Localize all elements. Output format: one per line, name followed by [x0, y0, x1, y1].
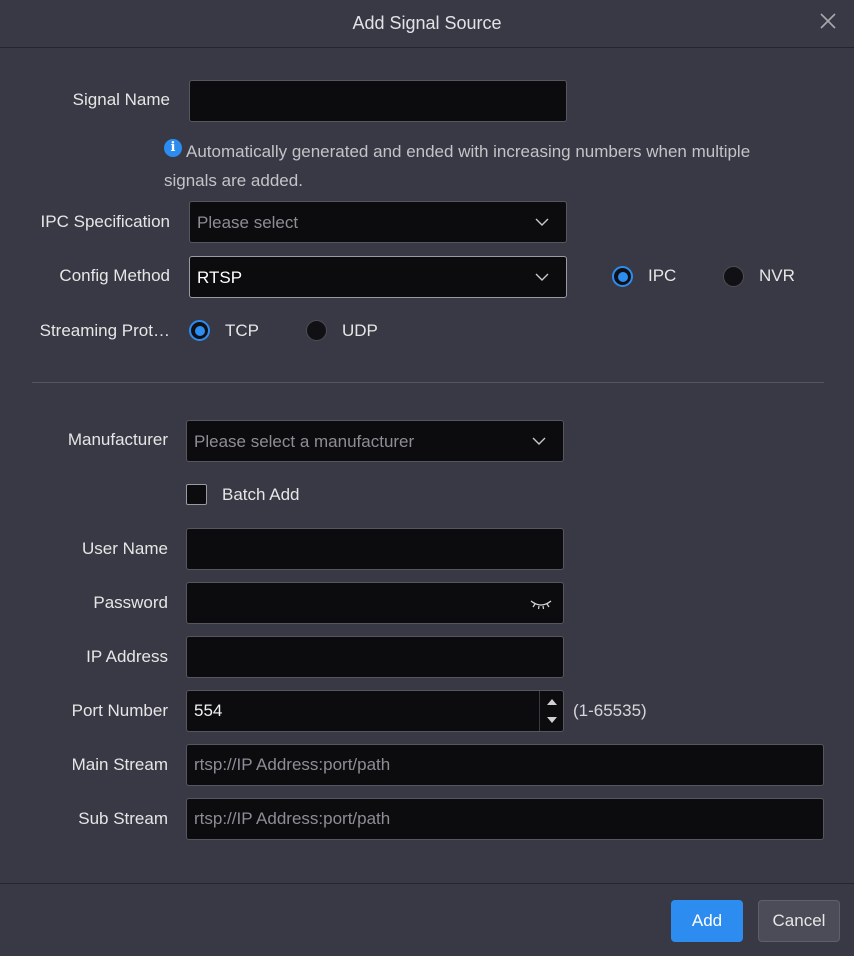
manufacturer-placeholder: Please select a manufacturer [194, 432, 415, 451]
config-method-select[interactable] [189, 256, 567, 298]
password-label: Password [93, 593, 168, 612]
ipc-spec-placeholder: Please select [197, 213, 299, 232]
chevron-down-icon [534, 216, 550, 228]
radio-ipc-label: IPC [648, 266, 677, 285]
main-stream-field[interactable] [186, 744, 824, 786]
radio-ipc[interactable] [612, 266, 633, 287]
sub-stream-label: Sub Stream [78, 809, 168, 828]
manufacturer-select[interactable] [186, 420, 564, 462]
radio-nvr[interactable] [723, 266, 744, 287]
signal-name-field[interactable] [189, 80, 567, 122]
ipc-spec-label: IPC Specification [40, 212, 170, 231]
user-name-field[interactable] [186, 528, 564, 570]
sub-stream-field[interactable] [186, 798, 824, 840]
manufacturer-label: Manufacturer [67, 430, 168, 449]
user-name-input[interactable] [187, 529, 563, 569]
radio-tcp-label: TCP [225, 321, 259, 340]
info-icon: i [164, 139, 182, 157]
cancel-button[interactable]: Cancel [758, 900, 840, 942]
dialog-footer [0, 883, 854, 956]
close-icon[interactable] [818, 11, 838, 31]
main-stream-label: Main Stream [71, 755, 168, 774]
section-divider [32, 382, 824, 383]
dialog-title: Add Signal Source [352, 13, 502, 33]
chevron-down-icon [531, 435, 547, 447]
user-name-label: User Name [82, 539, 168, 558]
config-method-label: Config Method [59, 266, 170, 285]
sub-stream-input[interactable] [187, 799, 823, 839]
port-stepper [539, 691, 563, 731]
password-field[interactable] [186, 582, 564, 624]
signal-name-label: Signal Name [72, 90, 170, 109]
signal-name-hint: Automatically generated and ended with increasing numbers when multiple signals are added. [164, 142, 751, 190]
port-number-field[interactable] [186, 690, 564, 732]
batch-add-checkbox[interactable] [186, 484, 207, 505]
port-number-input[interactable] [187, 691, 537, 731]
dialog-header [0, 0, 854, 48]
ip-address-label: IP Address [86, 647, 168, 666]
config-method-value: RTSP [197, 268, 243, 287]
port-range-text: (1-65535) [573, 701, 647, 720]
radio-nvr-label: NVR [759, 266, 795, 285]
signal-name-input[interactable] [190, 81, 566, 121]
streaming-protocol-label: Streaming Prot… [39, 321, 170, 340]
password-input[interactable] [187, 583, 517, 623]
ip-address-input[interactable] [187, 637, 563, 677]
port-number-label: Port Number [71, 701, 168, 720]
add-button[interactable]: Add [671, 900, 743, 942]
main-stream-input[interactable] [187, 745, 823, 785]
radio-udp-label: UDP [342, 321, 378, 340]
chevron-down-icon [534, 271, 550, 283]
ipc-spec-select[interactable] [189, 201, 567, 243]
radio-udp[interactable] [306, 320, 327, 341]
radio-tcp[interactable] [189, 320, 210, 341]
batch-add-label: Batch Add [222, 485, 300, 504]
spin-up-icon[interactable] [540, 691, 564, 711]
ip-address-field[interactable] [186, 636, 564, 678]
spin-down-icon[interactable] [540, 711, 564, 731]
eye-closed-icon[interactable] [529, 597, 553, 611]
